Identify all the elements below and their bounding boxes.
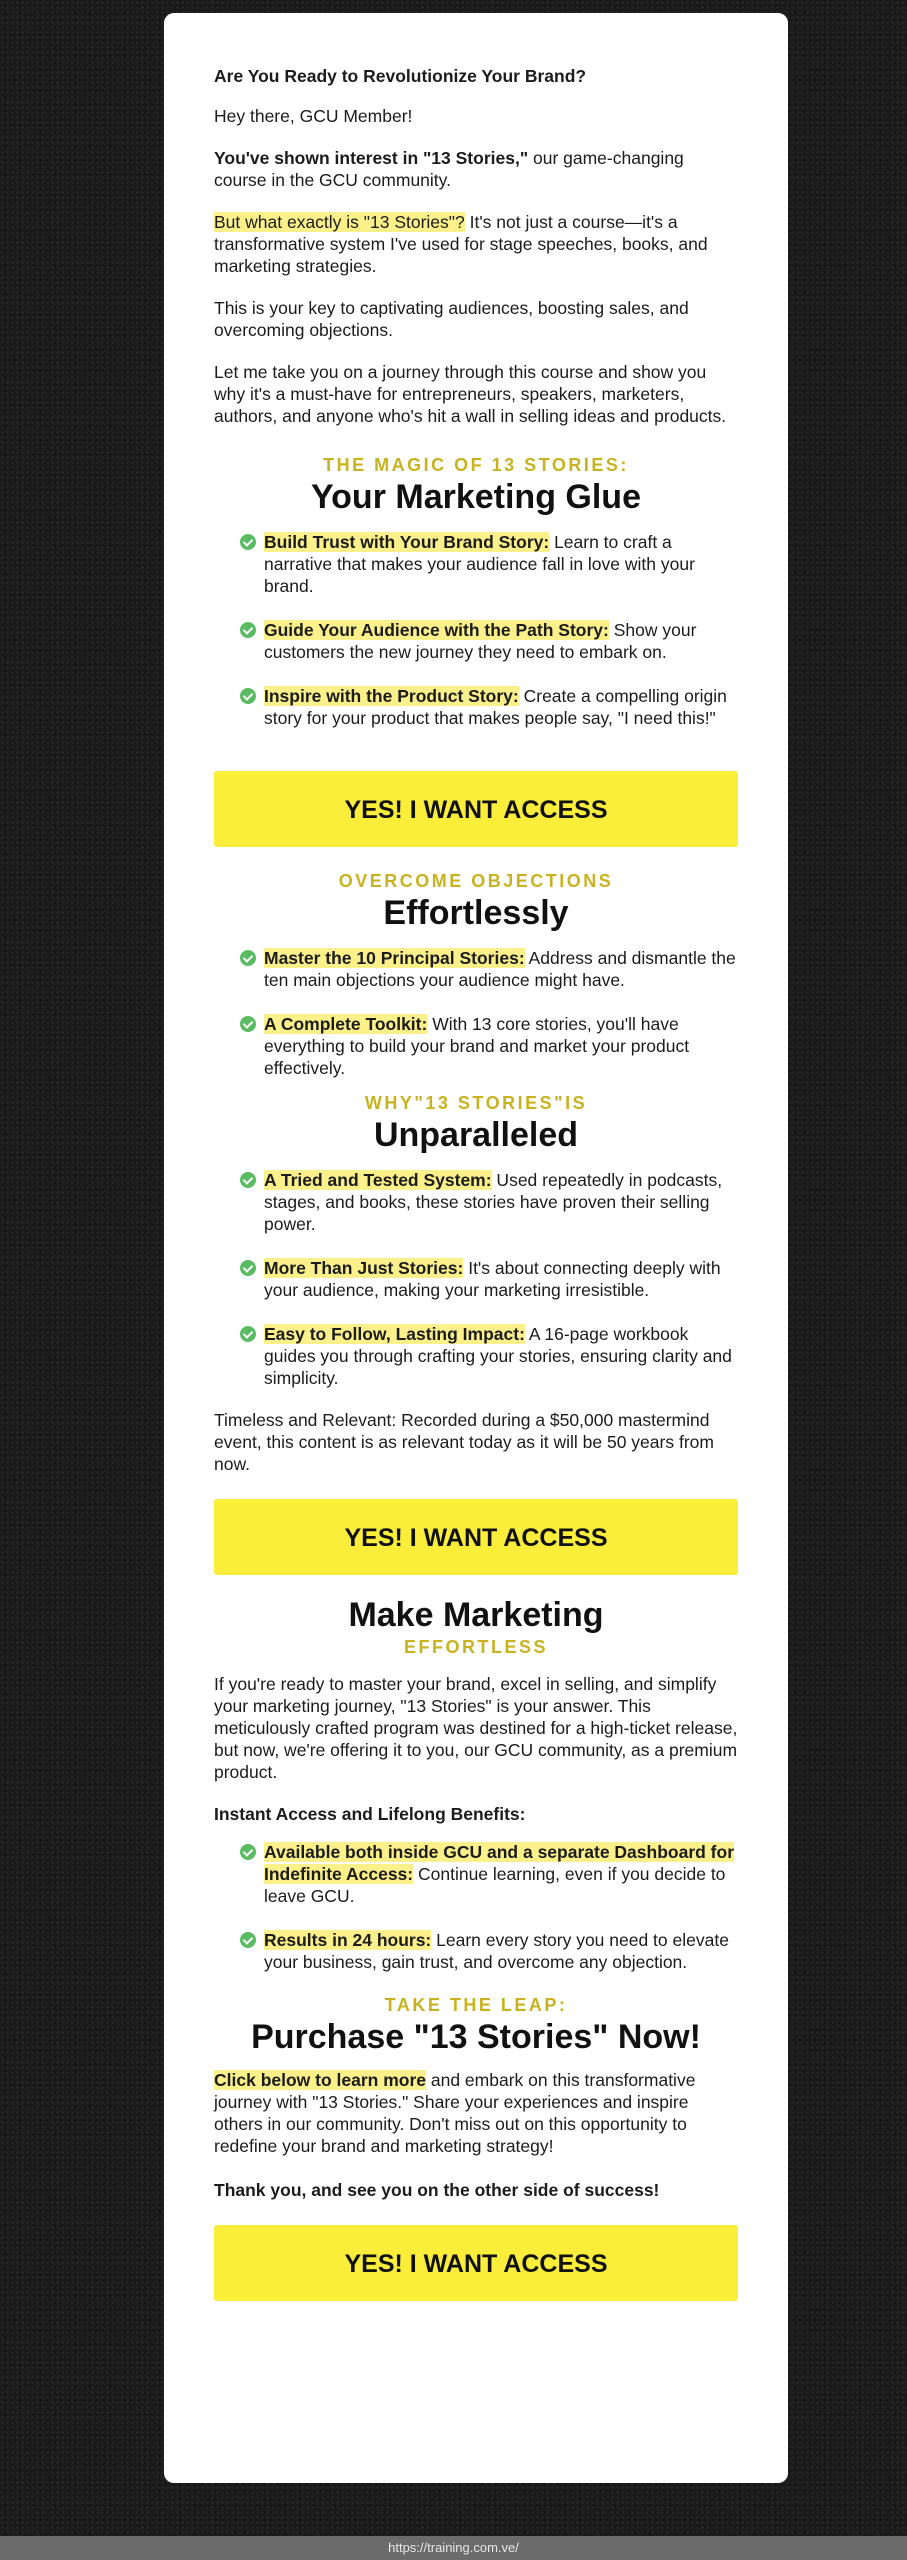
check-icon [240,1016,256,1032]
check-icon [240,950,256,966]
list-item [240,947,738,991]
list-item [240,1929,738,1973]
magic-subheading: THE MAGIC OF 13 STORIES: [323,455,629,475]
item-title: Build Trust with Your Brand Story: [264,532,550,552]
check-icon [240,1260,256,1276]
why-subheading: WHY"13 STORIES"IS [364,1093,588,1113]
item-text: It's about connecting deeply with your audience, making your marketing irresistible. [264,1258,721,1300]
check-icon [240,1326,256,1342]
check-icon [240,1172,256,1188]
list-item [240,1841,738,1907]
content-card [164,13,788,2483]
leap-subheading: TAKE THE LEAP: [384,1995,568,2015]
footer-url-bar: https://training.com.ve/ [0,2536,907,2560]
benefits-label: Instant Access and Lifelong Benefits: [214,1804,526,1824]
intro-highlight: But what exactly is "13 Stories"? [214,212,465,232]
item-text: A 16-page workbook guides you through crafting your stories, ensuring clarity and simplicity. [264,1324,732,1388]
learn-more-highlight: Click below to learn more [214,2070,426,2090]
marketing-heading: Make Marketing [348,1596,604,1634]
marketing-paragraph: If you're ready to master your brand, excel in selling, and simplify your marketing journey, "13 Stories" is your answer. This meticulously crafted program was destined for a high-ticket release, but now, we're offering it to you, our GCU community, as a premium product. [214,1674,738,1782]
intro-paragraph-3: This is your key to captivating audiences, boosting sales, and overcoming objections. [214,298,689,340]
list-item [240,1257,738,1301]
check-icon [240,688,256,704]
item-title: Master the 10 Principal Stories: [264,948,525,968]
marketing-subheading: EFFORTLESS [403,1637,548,1657]
magic-list [214,531,738,729]
check-icon [240,534,256,550]
intro-bold: You've shown interest in "13 Stories," [214,148,529,168]
yes-i-want-access-button[interactable]: YES! I WANT ACCESS [214,1499,738,1575]
check-icon [240,1844,256,1860]
yes-i-want-access-button[interactable]: YES! I WANT ACCESS [214,2225,738,2301]
item-title: Inspire with the Product Story: [264,686,519,706]
item-text: Continue learning, even if you decide to leave GCU. [264,1864,726,1906]
list-item [240,685,738,729]
benefits-list [214,1841,738,1973]
item-text: Used repeatedly in podcasts, stages, and books, these stories have proven their selling power. [264,1170,723,1234]
list-item [240,1323,738,1389]
item-title: Results in 24 hours: [264,1930,432,1950]
item-text: Address and dismantle the ten main objections your audience might have. [264,948,736,990]
item-text: Create a compelling origin story for your product that makes people say, "I need this!" [264,686,727,728]
intro-paragraph-1 [214,147,738,191]
why-list [214,1169,738,1389]
thank-you-line: Thank you, and see you on the other side of success! [214,2180,660,2200]
list-item [240,1169,738,1235]
check-icon [240,622,256,638]
list-item [240,1013,738,1079]
item-title: Easy to Follow, Lasting Impact: [264,1324,525,1344]
item-text: With 13 core stories, you'll have everything to build your brand and market your product effectively. [264,1014,690,1078]
leap-text: and embark on this transformative journey with "13 Stories." Share your experiences and inspire others in our community. Don't miss out on this opportunity to redefine your brand and marketing strategy! [214,2070,696,2156]
timeless-note: Timeless and Relevant: Recorded during a $50,000 mastermind event, this content is as relevant today as it will be 50 years from now. [214,1410,714,1474]
objections-list [214,947,738,1079]
intro-text: It's not just a course—it's a transformative system I've used for stage speeches, books, and marketing strategies. [214,212,708,276]
intro-paragraph-2 [214,211,738,277]
item-title: A Complete Toolkit: [264,1014,428,1034]
why-heading: Unparalleled [373,1116,579,1154]
item-title: A Tried and Tested System: [264,1170,492,1190]
intro-heading: Are You Ready to Revolutionize Your Brand? [214,66,587,86]
list-item [240,531,738,597]
objections-subheading: OVERCOME OBJECTIONS [338,871,614,891]
item-text: Learn to craft a narrative that makes your audience fall in love with your brand. [264,532,695,596]
item-text: Show your customers the new journey they need to embark on. [264,620,697,662]
item-title: Available both inside GCU and a separate Dashboard for Indefinite Access: [264,1842,735,1884]
yes-i-want-access-button[interactable]: YES! I WANT ACCESS [214,771,738,847]
leap-paragraph [214,2069,738,2157]
magic-heading: Your Marketing Glue [311,478,641,516]
greeting: Hey there, GCU Member! [214,106,413,126]
intro-text: our game-changing course in the GCU community. [214,148,684,190]
item-title: Guide Your Audience with the Path Story: [264,620,609,640]
check-icon [240,1932,256,1948]
item-title: More Than Just Stories: [264,1258,464,1278]
objections-heading: Effortlessly [383,894,569,932]
item-text: Learn every story you need to elevate your business, gain trust, and overcome any objection. [264,1930,729,1972]
list-item [240,619,738,663]
leap-heading: Purchase "13 Stories" Now! [251,2018,701,2056]
intro-paragraph-4: Let me take you on a journey through this course and show you why it's a must-have for entrepreneurs, speakers, marketers, authors, and anyone who's hit a wall in selling ideas and products. [214,362,727,426]
